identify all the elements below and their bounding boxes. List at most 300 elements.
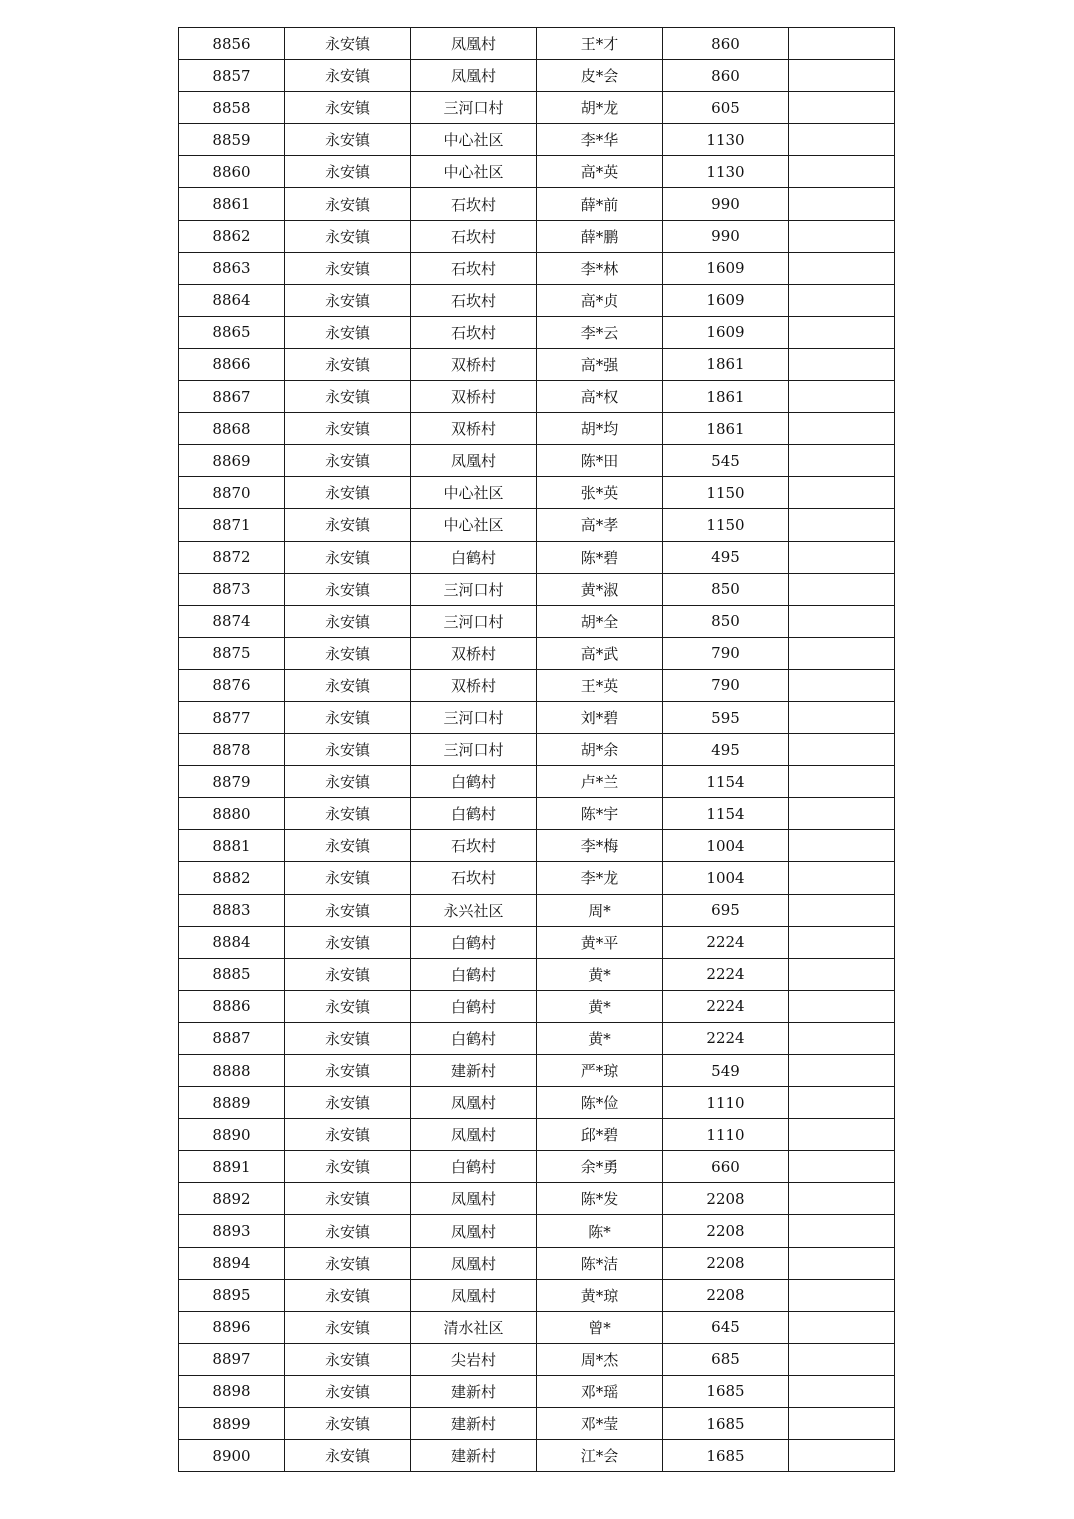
amount-cell: 790 xyxy=(663,637,789,669)
amount-cell: 495 xyxy=(663,734,789,766)
remark-cell xyxy=(789,1215,895,1247)
name-cell: 胡*余 xyxy=(537,734,663,766)
table-row xyxy=(179,926,895,958)
village-cell: 凤凰村 xyxy=(411,1119,537,1151)
table-row xyxy=(179,1215,895,1247)
table-row xyxy=(179,60,895,92)
remark-cell xyxy=(789,1440,895,1472)
name-cell: 高*贞 xyxy=(537,284,663,316)
remark-cell xyxy=(789,509,895,541)
town-cell: 永安镇 xyxy=(285,990,411,1022)
town-cell: 永安镇 xyxy=(285,1375,411,1407)
remark-cell xyxy=(789,926,895,958)
village-cell: 双桥村 xyxy=(411,637,537,669)
table-row xyxy=(179,316,895,348)
name-cell: 胡*全 xyxy=(537,605,663,637)
row-number-cell: 8875 xyxy=(179,637,285,669)
amount-cell: 695 xyxy=(663,894,789,926)
row-number-cell: 8897 xyxy=(179,1343,285,1375)
amount-cell: 595 xyxy=(663,701,789,733)
town-cell: 永安镇 xyxy=(285,1055,411,1087)
table-row xyxy=(179,1055,895,1087)
remark-cell xyxy=(789,1055,895,1087)
remark-cell xyxy=(789,1151,895,1183)
remark-cell xyxy=(789,445,895,477)
name-cell: 陈*宇 xyxy=(537,798,663,830)
village-cell: 白鹤村 xyxy=(411,926,537,958)
row-number-cell: 8892 xyxy=(179,1183,285,1215)
name-cell: 高*孝 xyxy=(537,509,663,541)
village-cell: 白鹤村 xyxy=(411,798,537,830)
table-row xyxy=(179,990,895,1022)
remark-cell xyxy=(789,701,895,733)
table-row xyxy=(179,1151,895,1183)
table-row xyxy=(179,766,895,798)
amount-cell: 1130 xyxy=(663,156,789,188)
remark-cell xyxy=(789,1408,895,1440)
remark-cell xyxy=(789,1247,895,1279)
amount-cell: 685 xyxy=(663,1343,789,1375)
name-cell: 高*强 xyxy=(537,348,663,380)
amount-cell: 1861 xyxy=(663,381,789,413)
table-row xyxy=(179,830,895,862)
town-cell: 永安镇 xyxy=(285,60,411,92)
row-number-cell: 8893 xyxy=(179,1215,285,1247)
amount-cell: 1609 xyxy=(663,252,789,284)
row-number-cell: 8869 xyxy=(179,445,285,477)
amount-cell: 605 xyxy=(663,92,789,124)
village-cell: 石坎村 xyxy=(411,830,537,862)
village-cell: 凤凰村 xyxy=(411,1279,537,1311)
table-row xyxy=(179,1440,895,1472)
table-row xyxy=(179,701,895,733)
village-cell: 石坎村 xyxy=(411,284,537,316)
village-cell: 三河口村 xyxy=(411,605,537,637)
amount-cell: 1110 xyxy=(663,1087,789,1119)
name-cell: 黄* xyxy=(537,990,663,1022)
name-cell: 高*权 xyxy=(537,381,663,413)
town-cell: 永安镇 xyxy=(285,28,411,60)
remark-cell xyxy=(789,1087,895,1119)
name-cell: 张*英 xyxy=(537,477,663,509)
town-cell: 永安镇 xyxy=(285,252,411,284)
town-cell: 永安镇 xyxy=(285,734,411,766)
table-row xyxy=(179,156,895,188)
row-number-cell: 8886 xyxy=(179,990,285,1022)
remark-cell xyxy=(789,284,895,316)
remark-cell xyxy=(789,1022,895,1054)
village-cell: 三河口村 xyxy=(411,92,537,124)
village-cell: 尖岩村 xyxy=(411,1343,537,1375)
amount-cell: 1004 xyxy=(663,830,789,862)
town-cell: 永安镇 xyxy=(285,348,411,380)
name-cell: 陈*洁 xyxy=(537,1247,663,1279)
table-row xyxy=(179,862,895,894)
town-cell: 永安镇 xyxy=(285,1279,411,1311)
table-row xyxy=(179,413,895,445)
village-cell: 中心社区 xyxy=(411,477,537,509)
row-number-cell: 8874 xyxy=(179,605,285,637)
amount-cell: 1685 xyxy=(663,1375,789,1407)
table-row xyxy=(179,509,895,541)
name-cell: 高*武 xyxy=(537,637,663,669)
row-number-cell: 8883 xyxy=(179,894,285,926)
row-number-cell: 8868 xyxy=(179,413,285,445)
table-row xyxy=(179,1375,895,1407)
remark-cell xyxy=(789,958,895,990)
town-cell: 永安镇 xyxy=(285,188,411,220)
town-cell: 永安镇 xyxy=(285,1408,411,1440)
town-cell: 永安镇 xyxy=(285,1311,411,1343)
village-cell: 建新村 xyxy=(411,1055,537,1087)
name-cell: 陈*发 xyxy=(537,1183,663,1215)
table-row xyxy=(179,477,895,509)
amount-cell: 1685 xyxy=(663,1408,789,1440)
remark-cell xyxy=(789,798,895,830)
name-cell: 卢*兰 xyxy=(537,766,663,798)
village-cell: 白鹤村 xyxy=(411,766,537,798)
row-number-cell: 8859 xyxy=(179,124,285,156)
village-cell: 凤凰村 xyxy=(411,1215,537,1247)
amount-cell: 2208 xyxy=(663,1247,789,1279)
village-cell: 中心社区 xyxy=(411,124,537,156)
table-row xyxy=(179,734,895,766)
amount-cell: 990 xyxy=(663,220,789,252)
town-cell: 永安镇 xyxy=(285,573,411,605)
village-cell: 中心社区 xyxy=(411,156,537,188)
amount-cell: 860 xyxy=(663,28,789,60)
remark-cell xyxy=(789,92,895,124)
village-cell: 凤凰村 xyxy=(411,445,537,477)
town-cell: 永安镇 xyxy=(285,156,411,188)
town-cell: 永安镇 xyxy=(285,92,411,124)
row-number-cell: 8871 xyxy=(179,509,285,541)
amount-cell: 549 xyxy=(663,1055,789,1087)
village-cell: 凤凰村 xyxy=(411,60,537,92)
village-cell: 三河口村 xyxy=(411,573,537,605)
amount-cell: 2224 xyxy=(663,990,789,1022)
remark-cell xyxy=(789,1279,895,1311)
village-cell: 建新村 xyxy=(411,1408,537,1440)
village-cell: 白鹤村 xyxy=(411,990,537,1022)
name-cell: 严*琼 xyxy=(537,1055,663,1087)
name-cell: 胡*龙 xyxy=(537,92,663,124)
name-cell: 黄* xyxy=(537,1022,663,1054)
town-cell: 永安镇 xyxy=(285,926,411,958)
remark-cell xyxy=(789,637,895,669)
table-row xyxy=(179,1343,895,1375)
row-number-cell: 8881 xyxy=(179,830,285,862)
remark-cell xyxy=(789,541,895,573)
amount-cell: 1150 xyxy=(663,509,789,541)
amount-cell: 1110 xyxy=(663,1119,789,1151)
remark-cell xyxy=(789,477,895,509)
amount-cell: 1004 xyxy=(663,862,789,894)
row-number-cell: 8878 xyxy=(179,734,285,766)
amount-cell: 1609 xyxy=(663,316,789,348)
village-cell: 石坎村 xyxy=(411,188,537,220)
name-cell: 高*英 xyxy=(537,156,663,188)
table-row xyxy=(179,1087,895,1119)
village-cell: 凤凰村 xyxy=(411,28,537,60)
name-cell: 李*梅 xyxy=(537,830,663,862)
village-cell: 永兴社区 xyxy=(411,894,537,926)
table-row xyxy=(179,1247,895,1279)
town-cell: 永安镇 xyxy=(285,637,411,669)
town-cell: 永安镇 xyxy=(285,477,411,509)
table-row xyxy=(179,894,895,926)
name-cell: 王*才 xyxy=(537,28,663,60)
town-cell: 永安镇 xyxy=(285,1183,411,1215)
table-row xyxy=(179,637,895,669)
table-row xyxy=(179,1311,895,1343)
village-cell: 石坎村 xyxy=(411,220,537,252)
name-cell: 黄* xyxy=(537,958,663,990)
remark-cell xyxy=(789,766,895,798)
remark-cell xyxy=(789,1311,895,1343)
amount-cell: 1154 xyxy=(663,766,789,798)
table-row xyxy=(179,188,895,220)
amount-cell: 2208 xyxy=(663,1183,789,1215)
remark-cell xyxy=(789,605,895,637)
row-number-cell: 8876 xyxy=(179,669,285,701)
amount-cell: 545 xyxy=(663,445,789,477)
name-cell: 黄*琼 xyxy=(537,1279,663,1311)
name-cell: 皮*会 xyxy=(537,60,663,92)
row-number-cell: 8879 xyxy=(179,766,285,798)
row-number-cell: 8857 xyxy=(179,60,285,92)
remark-cell xyxy=(789,220,895,252)
row-number-cell: 8891 xyxy=(179,1151,285,1183)
town-cell: 永安镇 xyxy=(285,1215,411,1247)
table-row xyxy=(179,92,895,124)
row-number-cell: 8894 xyxy=(179,1247,285,1279)
row-number-cell: 8899 xyxy=(179,1408,285,1440)
name-cell: 李*龙 xyxy=(537,862,663,894)
row-number-cell: 8885 xyxy=(179,958,285,990)
row-number-cell: 8867 xyxy=(179,381,285,413)
remark-cell xyxy=(789,1343,895,1375)
name-cell: 周*杰 xyxy=(537,1343,663,1375)
table-row xyxy=(179,669,895,701)
table-row xyxy=(179,284,895,316)
amount-cell: 990 xyxy=(663,188,789,220)
remark-cell xyxy=(789,862,895,894)
table-row xyxy=(179,1408,895,1440)
village-cell: 双桥村 xyxy=(411,413,537,445)
town-cell: 永安镇 xyxy=(285,220,411,252)
town-cell: 永安镇 xyxy=(285,413,411,445)
village-cell: 双桥村 xyxy=(411,669,537,701)
row-number-cell: 8888 xyxy=(179,1055,285,1087)
amount-cell: 1154 xyxy=(663,798,789,830)
row-number-cell: 8900 xyxy=(179,1440,285,1472)
name-cell: 刘*碧 xyxy=(537,701,663,733)
remark-cell xyxy=(789,188,895,220)
name-cell: 黄*淑 xyxy=(537,573,663,605)
amount-cell: 1861 xyxy=(663,413,789,445)
table-row xyxy=(179,958,895,990)
amount-cell: 860 xyxy=(663,60,789,92)
table-row xyxy=(179,124,895,156)
name-cell: 李*云 xyxy=(537,316,663,348)
amount-cell: 495 xyxy=(663,541,789,573)
row-number-cell: 8860 xyxy=(179,156,285,188)
table-row xyxy=(179,381,895,413)
town-cell: 永安镇 xyxy=(285,445,411,477)
table-row xyxy=(179,605,895,637)
amount-cell: 2208 xyxy=(663,1215,789,1247)
town-cell: 永安镇 xyxy=(285,1119,411,1151)
table-row xyxy=(179,252,895,284)
town-cell: 永安镇 xyxy=(285,381,411,413)
amount-cell: 1685 xyxy=(663,1440,789,1472)
town-cell: 永安镇 xyxy=(285,284,411,316)
amount-cell: 2208 xyxy=(663,1279,789,1311)
remark-cell xyxy=(789,348,895,380)
name-cell: 邱*碧 xyxy=(537,1119,663,1151)
village-cell: 中心社区 xyxy=(411,509,537,541)
name-cell: 江*会 xyxy=(537,1440,663,1472)
town-cell: 永安镇 xyxy=(285,766,411,798)
table-row xyxy=(179,348,895,380)
name-cell: 邓*莹 xyxy=(537,1408,663,1440)
row-number-cell: 8898 xyxy=(179,1375,285,1407)
village-cell: 凤凰村 xyxy=(411,1087,537,1119)
town-cell: 永安镇 xyxy=(285,894,411,926)
row-number-cell: 8896 xyxy=(179,1311,285,1343)
remark-cell xyxy=(789,669,895,701)
row-number-cell: 8865 xyxy=(179,316,285,348)
row-number-cell: 8887 xyxy=(179,1022,285,1054)
village-cell: 白鹤村 xyxy=(411,958,537,990)
name-cell: 薛*前 xyxy=(537,188,663,220)
amount-cell: 1861 xyxy=(663,348,789,380)
town-cell: 永安镇 xyxy=(285,669,411,701)
name-cell: 胡*均 xyxy=(537,413,663,445)
remark-cell xyxy=(789,60,895,92)
row-number-cell: 8856 xyxy=(179,28,285,60)
table-row xyxy=(179,798,895,830)
town-cell: 永安镇 xyxy=(285,1343,411,1375)
town-cell: 永安镇 xyxy=(285,798,411,830)
roster-table-body xyxy=(179,28,895,1472)
amount-cell: 850 xyxy=(663,605,789,637)
town-cell: 永安镇 xyxy=(285,316,411,348)
amount-cell: 660 xyxy=(663,1151,789,1183)
village-cell: 白鹤村 xyxy=(411,541,537,573)
remark-cell xyxy=(789,894,895,926)
remark-cell xyxy=(789,316,895,348)
name-cell: 周* xyxy=(537,894,663,926)
village-cell: 石坎村 xyxy=(411,252,537,284)
remark-cell xyxy=(789,124,895,156)
amount-cell: 2224 xyxy=(663,926,789,958)
table-row xyxy=(179,28,895,60)
name-cell: 李*林 xyxy=(537,252,663,284)
row-number-cell: 8873 xyxy=(179,573,285,605)
table-row xyxy=(179,1183,895,1215)
amount-cell: 1609 xyxy=(663,284,789,316)
table-row xyxy=(179,445,895,477)
amount-cell: 1130 xyxy=(663,124,789,156)
row-number-cell: 8889 xyxy=(179,1087,285,1119)
row-number-cell: 8866 xyxy=(179,348,285,380)
name-cell: 李*华 xyxy=(537,124,663,156)
name-cell: 陈*俭 xyxy=(537,1087,663,1119)
village-cell: 白鹤村 xyxy=(411,1022,537,1054)
row-number-cell: 8858 xyxy=(179,92,285,124)
table-row xyxy=(179,1022,895,1054)
village-cell: 三河口村 xyxy=(411,734,537,766)
amount-cell: 2224 xyxy=(663,958,789,990)
row-number-cell: 8861 xyxy=(179,188,285,220)
remark-cell xyxy=(789,734,895,766)
row-number-cell: 8895 xyxy=(179,1279,285,1311)
remark-cell xyxy=(789,990,895,1022)
name-cell: 陈* xyxy=(537,1215,663,1247)
town-cell: 永安镇 xyxy=(285,1151,411,1183)
village-cell: 清水社区 xyxy=(411,1311,537,1343)
town-cell: 永安镇 xyxy=(285,958,411,990)
village-cell: 凤凰村 xyxy=(411,1247,537,1279)
row-number-cell: 8862 xyxy=(179,220,285,252)
amount-cell: 1150 xyxy=(663,477,789,509)
name-cell: 陈*碧 xyxy=(537,541,663,573)
amount-cell: 645 xyxy=(663,1311,789,1343)
town-cell: 永安镇 xyxy=(285,701,411,733)
amount-cell: 850 xyxy=(663,573,789,605)
town-cell: 永安镇 xyxy=(285,830,411,862)
row-number-cell: 8870 xyxy=(179,477,285,509)
amount-cell: 790 xyxy=(663,669,789,701)
remark-cell xyxy=(789,156,895,188)
table-row xyxy=(179,1119,895,1151)
remark-cell xyxy=(789,1375,895,1407)
remark-cell xyxy=(789,573,895,605)
row-number-cell: 8890 xyxy=(179,1119,285,1151)
name-cell: 余*勇 xyxy=(537,1151,663,1183)
table-row xyxy=(179,541,895,573)
row-number-cell: 8884 xyxy=(179,926,285,958)
town-cell: 永安镇 xyxy=(285,605,411,637)
remark-cell xyxy=(789,413,895,445)
name-cell: 王*英 xyxy=(537,669,663,701)
remark-cell xyxy=(789,1119,895,1151)
table-row xyxy=(179,1279,895,1311)
village-cell: 三河口村 xyxy=(411,701,537,733)
town-cell: 永安镇 xyxy=(285,541,411,573)
row-number-cell: 8882 xyxy=(179,862,285,894)
town-cell: 永安镇 xyxy=(285,124,411,156)
town-cell: 永安镇 xyxy=(285,1247,411,1279)
town-cell: 永安镇 xyxy=(285,862,411,894)
village-cell: 双桥村 xyxy=(411,348,537,380)
row-number-cell: 8877 xyxy=(179,701,285,733)
table-row xyxy=(179,573,895,605)
row-number-cell: 8880 xyxy=(179,798,285,830)
village-cell: 建新村 xyxy=(411,1440,537,1472)
town-cell: 永安镇 xyxy=(285,1087,411,1119)
name-cell: 陈*田 xyxy=(537,445,663,477)
village-cell: 白鹤村 xyxy=(411,1151,537,1183)
village-cell: 建新村 xyxy=(411,1375,537,1407)
remark-cell xyxy=(789,252,895,284)
name-cell: 邓*瑶 xyxy=(537,1375,663,1407)
row-number-cell: 8863 xyxy=(179,252,285,284)
row-number-cell: 8872 xyxy=(179,541,285,573)
village-cell: 石坎村 xyxy=(411,316,537,348)
